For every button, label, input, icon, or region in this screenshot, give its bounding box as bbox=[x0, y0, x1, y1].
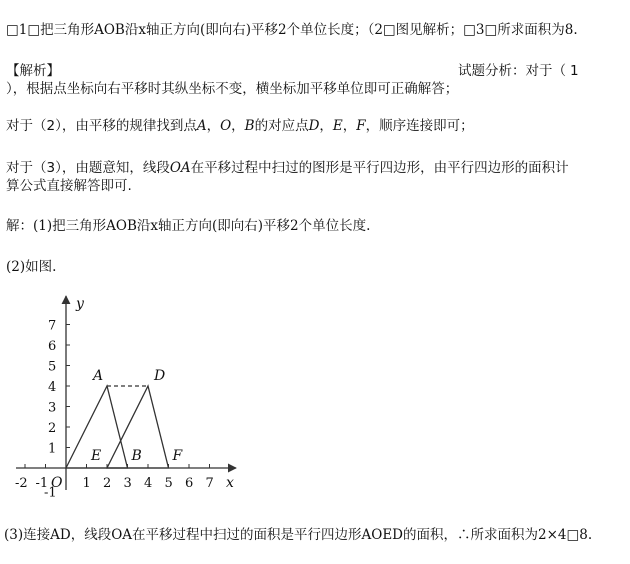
analysis-part3-line2: 算公式直接解答即可. bbox=[6, 178, 132, 194]
point-A-ref: A bbox=[196, 118, 207, 134]
sep-2: ， bbox=[231, 118, 245, 134]
y-tick-label: 7 bbox=[48, 318, 57, 334]
x-tick-label: 4 bbox=[144, 476, 153, 491]
point-label-a: A bbox=[93, 368, 104, 384]
y-tick-label: 6 bbox=[48, 339, 57, 354]
segment-OA-ref: OA bbox=[169, 160, 191, 176]
point-label-d: D bbox=[154, 368, 166, 384]
x-axis-label: x bbox=[226, 475, 234, 491]
point-O-ref: O bbox=[220, 118, 232, 134]
analysis-label bbox=[458, 62, 579, 80]
answer-summary: □1□把三角形AOB沿x轴正方向(即向右)平移2个单位长度；（2□图见解析；□3□所求面积为8. bbox=[6, 22, 578, 38]
point-B-ref: B bbox=[244, 118, 255, 134]
x-tick-label: 3 bbox=[123, 476, 132, 491]
analysis-part2 bbox=[6, 117, 474, 135]
para3-pre: 对于（3），由题意知，线段 bbox=[6, 160, 170, 176]
para2-pre: 对于（2），由平移的规律找到点 bbox=[6, 118, 197, 134]
point-E-ref: E bbox=[332, 118, 343, 134]
point-label-f: F bbox=[172, 448, 183, 464]
solution-part2: (2)如图. bbox=[6, 259, 57, 275]
x-tick-label: 2 bbox=[103, 476, 112, 491]
y-tick-label: 1 bbox=[48, 441, 57, 457]
analysis-label-num: 1 bbox=[570, 63, 579, 79]
x-tick-label: 7 bbox=[205, 476, 214, 491]
y-tick-label: 5 bbox=[48, 359, 57, 375]
point-label-e: E bbox=[91, 448, 102, 464]
x-tick-label-neg: -2 bbox=[15, 476, 28, 491]
x-tick-label: 1 bbox=[82, 476, 91, 491]
coordinate-figure bbox=[8, 290, 248, 505]
sep-1: ， bbox=[206, 118, 221, 134]
sep-4: ， bbox=[342, 118, 357, 134]
sep-3: ， bbox=[319, 118, 333, 134]
y-axis-label: y bbox=[76, 296, 84, 312]
y-tick-label: 4 bbox=[48, 380, 57, 395]
y-tick-label: 3 bbox=[48, 400, 57, 416]
para2-post: ，顺序连接即可； bbox=[365, 118, 474, 134]
point-D-ref: D bbox=[308, 118, 320, 134]
analysis-label-text: 试题分析：对于（ bbox=[458, 63, 566, 79]
para3-post: 在平移过程中扫过的图形是平行四边形，由平行四边形的面积计 bbox=[190, 160, 569, 176]
point-label-b: B bbox=[131, 448, 142, 464]
y-tick-label: 2 bbox=[48, 421, 57, 436]
analysis-part3-line1 bbox=[6, 159, 569, 177]
para2-mid: 的对应点 bbox=[254, 118, 309, 134]
solution-part1: 解：(1)把三角形AOB沿x轴正方向(即向右)平移2个单位长度. bbox=[6, 218, 371, 234]
analysis-header: 【解析】 bbox=[6, 63, 60, 79]
origin-label: O bbox=[51, 475, 63, 491]
y-tick-label-neg: -1 bbox=[44, 485, 57, 501]
x-tick-label: 5 bbox=[164, 476, 173, 491]
solution-part3: (3)连接AD，线段OA在平移过程中扫过的面积是平行四边形AOED的面积，∴所求面积为2×4□8. bbox=[4, 527, 593, 543]
point-F-ref: F bbox=[356, 118, 366, 134]
x-tick-label-neg: -1 bbox=[35, 476, 49, 491]
x-tick-label: 6 bbox=[185, 476, 194, 491]
analysis-part1: ），根据点坐标向右平移时其纵坐标不变，横坐标加平移单位即可正确解答； bbox=[6, 81, 459, 97]
